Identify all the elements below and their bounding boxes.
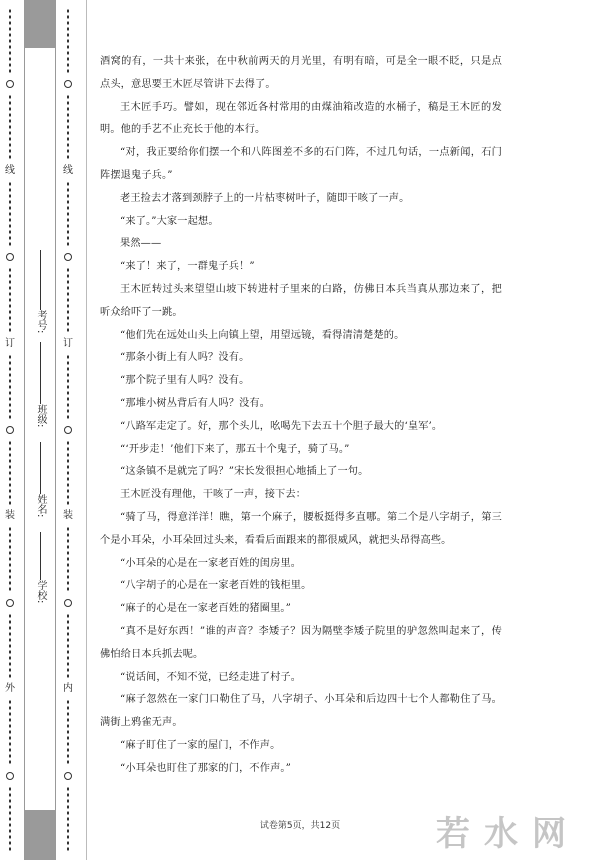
paragraph: “麻子盯住了一家的屋门，不作声。 xyxy=(120,739,281,751)
class-field xyxy=(25,340,55,427)
paragraph: “那堆小树丛背后有人吗？没有。 xyxy=(120,397,271,409)
margin-char-bind: 装 xyxy=(5,510,15,522)
paragraph: “他们先在远处山头上向镇上望，用望远镜，看得清清楚楚的。 xyxy=(120,329,405,341)
paragraph: “骑了马，得意洋洋！瞧，第一个麻子，腰板挺得多直哪。第二个是八字胡子，第三个是小耳朵，小耳朵回过头来，看看后面跟来的都很威风，就把头昂得高些。 xyxy=(100,511,502,546)
paragraph: 王木匠转过头来望望山坡下转进村子里来的白路，仿佛日本兵当真从那边来了，把听众给吓了一跳。 xyxy=(100,283,502,318)
paragraph: “小耳朵也盯住了那家的门，不作声。” xyxy=(120,762,292,774)
school-label: 学校: xyxy=(35,580,46,604)
margin-char-order: 订 xyxy=(5,337,15,349)
margin-char-bind: 装 xyxy=(63,510,73,522)
page-footer: 试卷第5页，共12页 xyxy=(259,821,341,831)
strip-bottom-shade xyxy=(25,810,55,860)
binding-hole xyxy=(64,599,72,607)
paragraph: 王木匠手巧。譬如，现在邻近各村常用的由煤油箱改造的水桶子，稿是王木匠的发明。他的手艺不止充长于他的本行。 xyxy=(100,101,502,136)
paragraph: “八字胡子的心是在一家老百姓的钱柜里。 xyxy=(120,580,312,592)
paragraph: “那个院子里有人吗？没有。 xyxy=(120,375,250,387)
name-label: 姓名: xyxy=(35,494,46,518)
examno-label: 考号: xyxy=(35,310,46,334)
margin-char-line: 线 xyxy=(5,164,15,176)
paragraph: 王木匠没有理他，干咳了一声，接下去： xyxy=(120,489,307,501)
examno-field xyxy=(25,248,55,333)
paragraph: “麻子忽然在一家门口勒住了马，八字胡子、小耳朵和后边四十七个人都勒住了马。满街上鸦雀无声。 xyxy=(100,694,502,729)
margin-char-outer: 外 xyxy=(5,683,15,695)
paragraph: 酒窝的有，一共十来张，在中秋前两天的月光里，有明有暗，可是全一眼不眨，只是点点头，意思要王木匠尽管讲下去得了。 xyxy=(100,56,502,90)
inner-dotted-line xyxy=(62,8,74,852)
margin-char-order: 订 xyxy=(63,337,73,349)
binding-hole xyxy=(6,426,14,434)
binding-hole xyxy=(6,599,14,607)
binding-hole xyxy=(64,253,72,261)
paragraph: “八路军走定了。好，那个头儿，吆喝先下去五十个胆子最大的‘皇军’。 xyxy=(120,420,443,432)
strip-top-shade xyxy=(25,0,55,48)
paragraph: “真不是好东西！”谁的声音？李矮子？因为隔壁李矮子院里的驴忽然叫起来了，传佛怕给日本兵抓去呢。 xyxy=(100,625,502,660)
paragraph: “那条小街上有人吗？没有。 xyxy=(120,352,250,364)
paragraph: “对，我正要给你们摆一个和八阵图差不多的石门阵，不过几句话，一点新闻，石门阵摆退鬼子兵。” xyxy=(100,147,502,181)
paragraph: “麻子的心是在一家老百姓的猪圈里。” xyxy=(120,603,292,615)
outer-dotted-line xyxy=(4,8,16,852)
paragraph: “‘开步走！’他们下来了，那五十个鬼子，骑了马。” xyxy=(120,443,350,455)
paragraph: “来了。”大家一起想。 xyxy=(120,215,219,227)
binding-hole xyxy=(6,772,14,780)
margin-rule xyxy=(86,0,87,860)
class-label: 班级: xyxy=(35,404,46,428)
margin-char-line: 线 xyxy=(63,164,73,176)
watermark-logo: 若水网 xyxy=(436,814,580,854)
binding-margin xyxy=(0,0,92,860)
paragraph: “说话间，不知不觉，已经走进了村子。 xyxy=(120,671,302,683)
binding-hole xyxy=(64,426,72,434)
binding-hole xyxy=(64,80,72,88)
binding-hole xyxy=(64,772,72,780)
margin-char-inner: 内 xyxy=(63,683,73,695)
binding-hole xyxy=(6,80,14,88)
paragraph: “这条镇不是就完了吗？”宋长发很担心地插上了一句。 xyxy=(120,466,369,478)
student-info-strip xyxy=(24,0,56,860)
school-field xyxy=(25,530,55,603)
exam-passage xyxy=(100,51,502,781)
name-field xyxy=(25,440,55,517)
paragraph: “来了！来了，一群鬼子兵！” xyxy=(120,261,255,273)
binding-hole xyxy=(6,253,14,261)
paragraph: “小耳朵的心是在一家老百姓的闺房里。 xyxy=(120,557,302,569)
paragraph: 老王捡去才落到颈脖子上的一片枯枣树叶子，随即干咳了一声。 xyxy=(120,192,410,204)
paragraph: 果然—— xyxy=(120,238,162,250)
